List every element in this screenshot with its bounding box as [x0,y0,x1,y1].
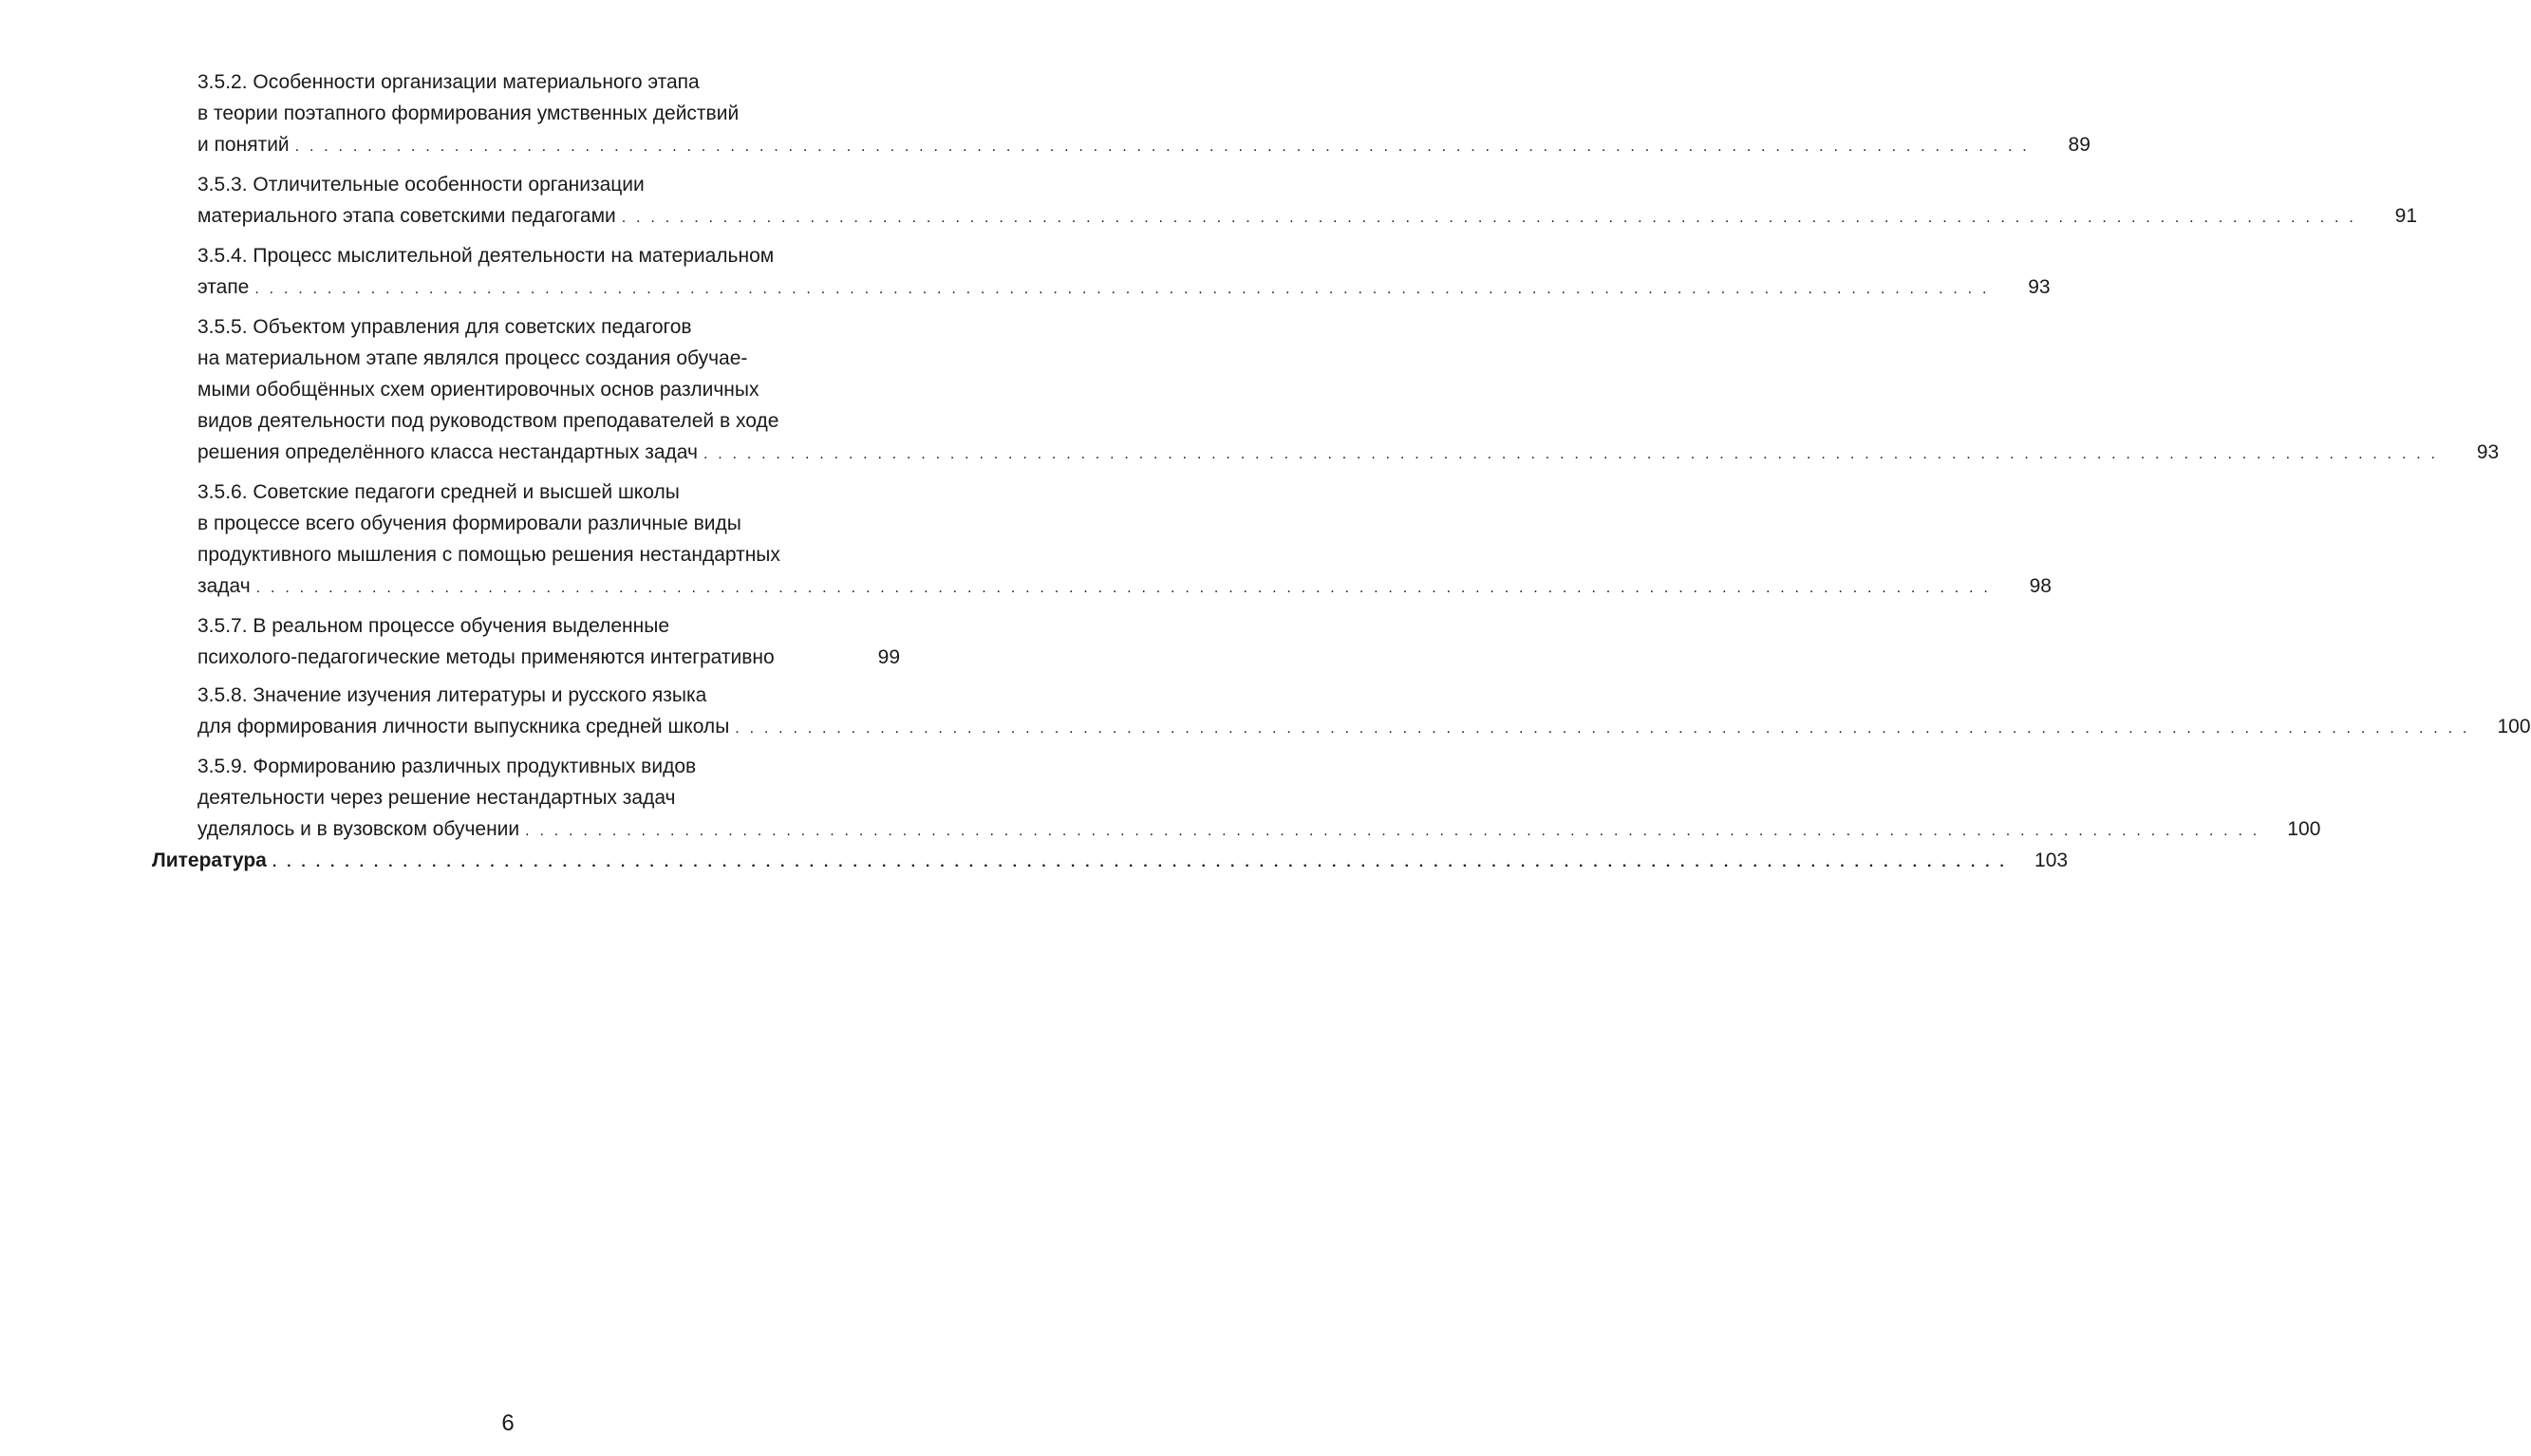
entry-line [197,751,900,782]
entry-line [197,610,900,642]
entry-title-line: 3.5.7. В реальном процессе обучения выделенные [197,615,669,637]
toc-entry [197,751,2321,847]
entry-line [197,680,900,711]
entry-title-line: этапе [197,276,250,298]
toc-entry [197,240,2051,305]
entry-line [197,539,900,570]
entry-line [197,271,2051,305]
entry-line [197,240,900,271]
entry-title: Литература [152,849,267,871]
entry-title-line: и понятий [197,134,290,156]
entry-title-line: 3.5.5. Объектом управления для советских педагогов [197,316,692,338]
entry-title-line: в теории поэтапного формирования умственных действий [197,103,740,124]
dot-leader: . . . . . . . . . . . . . . . . . . . . . . . . . . . . . . . . . . . . . . . . . . . . . . . . . . . . . . . . . . . . . . . . . . . . . . . . . . . . . . . . . . . . . . . . . . . . . . . . . . . . . . . . . . . . . . . . . . . . . . . . [735,720,2470,737]
entry-line [197,311,900,343]
entry-page: 100 [2497,716,2531,737]
entry-line [197,476,900,508]
entry-title-line: видов деятельности под руководством преподавателей в ходе [197,410,779,432]
entry-line [197,570,2052,604]
entry-page: 98 [2029,575,2052,597]
entry-title-line: уделялось и в вузовском обучении [197,818,520,840]
entry-line [197,642,900,673]
toc-entry [197,476,2052,604]
entry-page: 93 [2476,441,2500,463]
entry-line [197,508,900,539]
dot-leader: . . . . . . . . . . . . . . . . . . . . . . . . . . . . . . . . . . . . . . . . . . . . . . . . . . . . . . . . . . . . . . . . . . . . . . . . . . . . . . . . . . . . . . . . . . . . . . . . . . . . . . . . . . . . . . . . . . . . . . . . [703,446,2439,462]
entry-line [197,405,900,437]
entry-page: 100 [2287,818,2321,840]
entry-title-line: решения определённого класса нестандартных задач [197,441,698,463]
entry-title-line: мыми обобщённых схем ориентировочных основ различных [197,379,759,401]
dot-leader: . . . . . . . . . . . . . . . . . . . . . . . . . . . . . . . . . . . . . . . . . . . . . . . . . . . . . . . . . . . . . . . . . . . . . . . . . . . . . . . . . . . . . . . . . . . . . . . . . . . . . . . . . . . . . . . . . . . . . . . . [272,854,2008,870]
table-of-contents [197,66,2531,853]
entry-title-line: задач [197,575,251,597]
entry-line [197,343,900,374]
entry-title-line: продуктивного мышления с помощью решения нестандартных [197,544,780,566]
toc-entry [197,169,2417,233]
entry-line [197,813,2321,847]
entry-line [197,129,2090,162]
entry-title-line: 3.5.4. Процесс мыслительной деятельности на материальном [197,245,775,267]
entry-line [197,374,900,405]
entry-page: 89 [2068,134,2090,156]
entry-title-line: психолого-педагогические методы применяются интегративно [197,646,775,668]
entry-line [197,200,2417,233]
entry-page: 91 [2394,205,2417,227]
entry-title-line: 3.5.9. Формированию различных продуктивных видов [197,756,697,777]
entry-title-line: деятельности через решение нестандартных задач [197,787,676,809]
entry-title-line: 3.5.6. Советские педагоги средней и высшей школы [197,481,680,503]
entry-line [197,66,900,98]
entry-title-line: 3.5.2. Особенности организации материального этапа [197,71,700,93]
dot-leader: . . . . . . . . . . . . . . . . . . . . . . . . . . . . . . . . . . . . . . . . . . . . . . . . . . . . . . . . . . . . . . . . . . . . . . . . . . . . . . . . . . . . . . . . . . . . . . . . . . . . . . . . . . . . . . . . . . . . . . . . [294,139,2030,155]
entry-title-line: 3.5.3. Отличительные особенности организации [197,174,645,196]
entry-line [197,437,2500,470]
entry-title-line: 3.5.8. Значение изучения литературы и русского языка [197,684,707,706]
entry-title-line: на материальном этапе являлся процесс создания обучае- [197,347,748,369]
entry-line [197,782,900,813]
toc-entry [197,680,2531,744]
dot-leader: . . . . . . . . . . . . . . . . . . . . . . . . . . . . . . . . . . . . . . . . . . . . . . . . . . . . . . . . . . . . . . . . . . . . . . . . . . . . . . . . . . . . . . . . . . . . . . . . . . . . . . . . . . . . . . . . . . . . . . . . [254,281,1990,297]
entry-page: 93 [2028,276,2051,298]
entry-page: 103 [2034,849,2069,871]
entry-title-line: материального этапа советскими педагогами [197,205,616,227]
toc-entry [197,610,900,673]
toc-entry-literature [152,845,2069,878]
toc-entry [197,311,2500,470]
entry-line [197,711,2531,744]
entry-title-line: в процессе всего обучения формировали различные виды [197,513,741,534]
entry-line [197,98,900,129]
entry-title-line: для формирования личности выпускника средней школы [197,716,730,737]
entry-line [197,169,900,200]
dot-leader: . . . . . . . . . . . . . . . . . . . . . . . . . . . . . . . . . . . . . . . . . . . . . . . . . . . . . . . . . . . . . . . . . . . . . . . . . . . . . . . . . . . . . . . . . . . . . . . . . . . . . . . . . . . . . . . . . . . . . . . . [621,210,2356,226]
page-number: 6 [501,1410,515,1436]
dot-leader: . . . . . . . . . . . . . . . . . . . . . . . . . . . . . . . . . . . . . . . . . . . . . . . . . . . . . . . . . . . . . . . . . . . . . . . . . . . . . . . . . . . . . . . . . . . . . . . . . . . . . . . . . . . . . . . . . . . . . . . . [255,580,1991,596]
toc-entry [197,66,2090,162]
dot-leader: . . . . . . . . . . . . . . . . . . . . . . . . . . . . . . . . . . . . . . . . . . . . . . . . . . . . . . . . . . . . . . . . . . . . . . . . . . . . . . . . . . . . . . . . . . . . . . . . . . . . . . . . . . . . . . . . . . . . . . . . [525,823,2260,839]
entry-page: 99 [877,646,900,668]
